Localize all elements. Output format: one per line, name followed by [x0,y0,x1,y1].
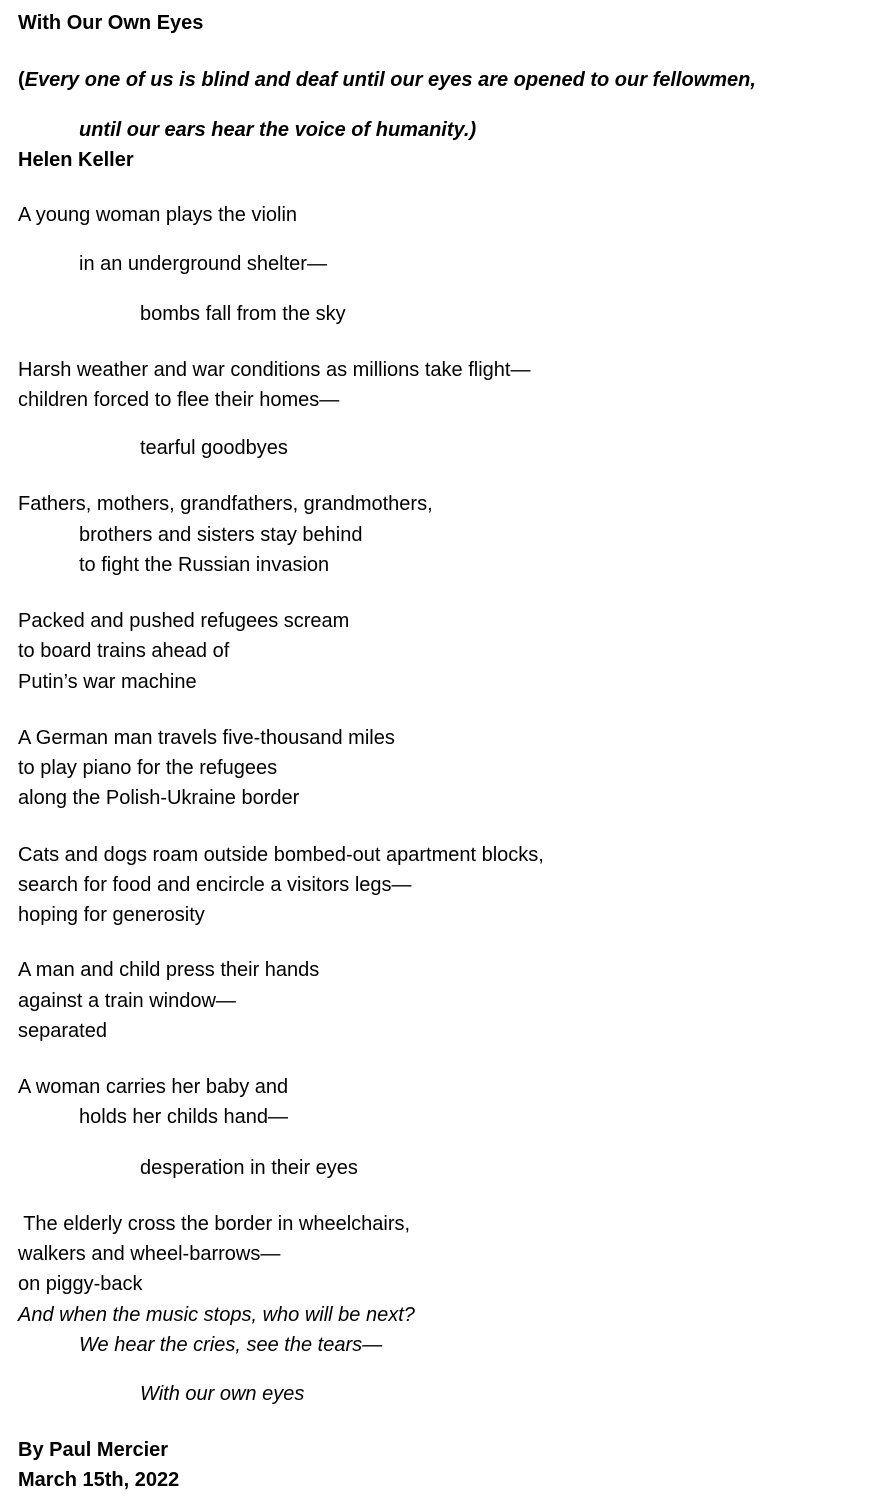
poem-title: With Our Own Eyes [18,12,204,34]
poem-line: Packed and pushed refugees scream [18,610,350,632]
epigraph-line [18,68,756,92]
poem-line: on piggy-back [18,1273,143,1295]
poem-line: A man and child press their hands [18,959,320,981]
poem-line: to fight the Russian invasion [79,554,330,576]
poem-line: children forced to flee their homes— [18,389,340,411]
poem-line: along the Polish-Ukraine border [18,787,300,809]
date: March 15th, 2022 [18,1469,180,1491]
epigraph-line: until our ears hear the voice of humanity.) [79,119,477,141]
poem-line: walkers and wheel-barrows— [18,1243,281,1265]
poem-line: tearful goodbyes [140,437,288,459]
poem-line: brothers and sisters stay behind [79,524,363,546]
poem-line: We hear the cries, see the tears— [79,1334,383,1356]
poem-line: Fathers, mothers, grandfathers, grandmothers, [18,493,433,515]
poem-line: separated [18,1020,107,1042]
poem-line: A German man travels five-thousand miles [18,727,395,749]
poem-line: Cats and dogs roam outside bombed-out apartment blocks, [18,844,544,866]
byline: By Paul Mercier [18,1439,169,1461]
poem-line: search for food and encircle a visitors legs— [18,874,412,896]
poem-line: to play piano for the refugees [18,757,278,779]
poem-line: desperation in their eyes [140,1157,358,1179]
poem-line: against a train window— [18,990,236,1012]
poem-line: to board trains ahead of [18,640,230,662]
poem-line: Harsh weather and war conditions as millions take flight— [18,359,531,381]
poem-line: A young woman plays the violin [18,204,298,226]
poem-line: hoping for generosity [18,904,205,926]
poem-line: With our own eyes [140,1383,305,1405]
poem-line: A woman carries her baby and [18,1076,289,1098]
poem-line: in an underground shelter— [79,253,327,275]
poem-line: Putin’s war machine [18,671,197,693]
poem-line: The elderly cross the border in wheelchairs, [18,1213,411,1235]
poem-line: And when the music stops, who will be next? [18,1304,415,1326]
epigraph-author: Helen Keller [18,149,134,171]
poem-line: holds her childs hand— [79,1106,289,1128]
poem-line: bombs fall from the sky [140,303,346,325]
epigraph-paren: ( [18,69,25,91]
epigraph-text: Every one of us is blind and deaf until our eyes are opened to our fellowmen, [24,69,756,91]
